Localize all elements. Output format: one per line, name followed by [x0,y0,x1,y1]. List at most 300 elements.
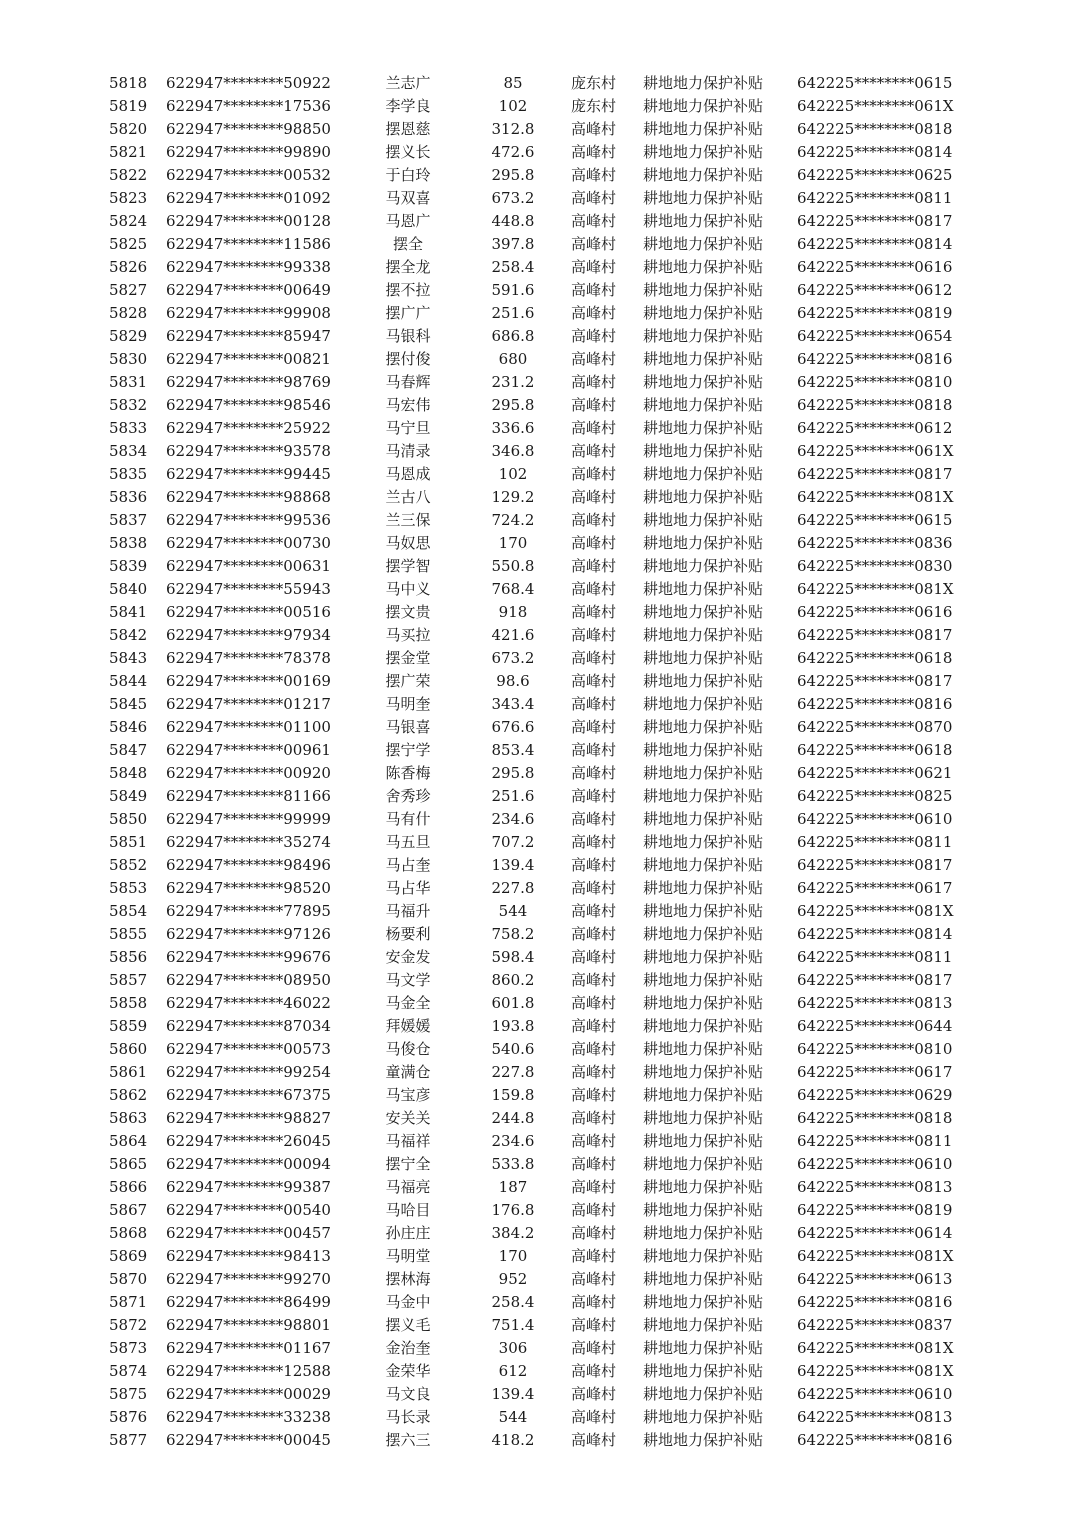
subsidy-type: 耕地地力保护补贴 [643,373,764,391]
table-row [0,1107,1074,1130]
subsidy-type: 耕地地力保护补贴 [643,1132,764,1150]
table-row [0,900,1074,923]
subsidy-amount: 421.6 [491,626,535,644]
id-number: 642225********0612 [797,281,953,299]
village-name: 高峰村 [571,856,617,874]
village-name: 高峰村 [571,373,617,391]
row-number: 5852 [109,856,148,874]
village-name: 高峰村 [571,281,617,299]
table-row [0,1291,1074,1314]
account-number: 622947********35274 [166,833,331,851]
subsidy-type: 耕地地力保护补贴 [643,258,764,276]
subsidy-type: 耕地地力保护补贴 [643,1063,764,1081]
table-row [0,1199,1074,1222]
subsidy-amount: 227.8 [491,879,535,897]
village-name: 高峰村 [571,580,617,598]
subsidy-type: 耕地地力保护补贴 [643,1247,764,1265]
account-number: 622947********25922 [166,419,331,437]
subsidy-type: 耕地地力保护补贴 [643,695,764,713]
table-row [0,693,1074,716]
recipient-name: 马文学 [385,971,431,989]
account-number: 622947********67375 [166,1086,331,1104]
village-name: 高峰村 [571,948,617,966]
table-row [0,992,1074,1015]
subsidy-amount: 102 [498,465,528,483]
subsidy-type: 耕地地力保护补贴 [643,1362,764,1380]
id-number: 642225********0830 [797,557,953,575]
table-row [0,923,1074,946]
subsidy-amount: 98.6 [496,672,530,690]
table-row [0,1130,1074,1153]
subsidy-amount: 707.2 [491,833,535,851]
id-number: 642225********0816 [797,350,953,368]
village-name: 高峰村 [571,235,617,253]
subsidy-type: 耕地地力保护补贴 [643,764,764,782]
subsidy-amount: 176.8 [491,1201,535,1219]
subsidy-type: 耕地地力保护补贴 [643,120,764,138]
table-row [0,1406,1074,1429]
recipient-name: 马哈目 [385,1201,431,1219]
recipient-name: 金治奎 [385,1339,431,1357]
table-row [0,440,1074,463]
subsidy-amount: 384.2 [491,1224,535,1242]
subsidy-type: 耕地地力保护补贴 [643,442,764,460]
account-number: 622947********00169 [166,672,331,690]
village-name: 高峰村 [571,971,617,989]
table-row [0,233,1074,256]
subsidy-amount: 676.6 [491,718,535,736]
recipient-name: 兰古八 [385,488,431,506]
subsidy-type: 耕地地力保护补贴 [643,212,764,230]
recipient-name: 马恩成 [385,465,431,483]
subsidy-type: 耕地地力保护补贴 [643,994,764,1012]
village-name: 高峰村 [571,1247,617,1265]
recipient-name: 马占奎 [385,856,431,874]
subsidy-type: 耕地地力保护补贴 [643,1040,764,1058]
village-name: 高峰村 [571,994,617,1012]
subsidy-amount: 591.6 [491,281,535,299]
subsidy-type: 耕地地力保护补贴 [643,1431,764,1449]
subsidy-amount: 550.8 [491,557,535,575]
row-number: 5845 [109,695,148,713]
subsidy-type: 耕地地力保护补贴 [643,718,764,736]
id-number: 642225********0817 [797,626,953,644]
row-number: 5836 [109,488,148,506]
table-row [0,1245,1074,1268]
table-row [0,1383,1074,1406]
account-number: 622947********00094 [166,1155,331,1173]
account-number: 622947********01092 [166,189,331,207]
subsidy-type: 耕地地力保护补贴 [643,925,764,943]
subsidy-type: 耕地地力保护补贴 [643,465,764,483]
village-name: 高峰村 [571,902,617,920]
row-number: 5823 [109,189,148,207]
subsidy-type: 耕地地力保护补贴 [643,649,764,667]
subsidy-type: 耕地地力保护补贴 [643,189,764,207]
id-number: 642225********0621 [797,764,953,782]
subsidy-amount: 312.8 [491,120,535,138]
row-number: 5861 [109,1063,148,1081]
subsidy-amount: 346.8 [491,442,535,460]
id-number: 642225********0818 [797,396,953,414]
row-number: 5843 [109,649,148,667]
table-row [0,601,1074,624]
table-row [0,670,1074,693]
table-row [0,877,1074,900]
village-name: 高峰村 [571,1040,617,1058]
account-number: 622947********86499 [166,1293,331,1311]
id-number: 642225********0810 [797,373,953,391]
row-number: 5833 [109,419,148,437]
table-row [0,72,1074,95]
recipient-name: 马中义 [385,580,431,598]
village-name: 高峰村 [571,925,617,943]
table-row [0,509,1074,532]
row-number: 5844 [109,672,148,690]
village-name: 高峰村 [571,1431,617,1449]
table-row [0,1176,1074,1199]
account-number: 622947********50922 [166,74,331,92]
subsidy-amount: 85 [503,74,523,92]
id-number: 642225********0818 [797,1109,953,1127]
account-number: 622947********33238 [166,1408,331,1426]
recipient-name: 摆金堂 [385,649,431,667]
account-number: 622947********01217 [166,695,331,713]
village-name: 高峰村 [571,143,617,161]
account-number: 622947********85947 [166,327,331,345]
row-number: 5865 [109,1155,148,1173]
village-name: 庞东村 [571,97,617,115]
recipient-name: 摆全 [392,235,423,253]
id-number: 642225********0617 [797,879,953,897]
id-number: 642225********0814 [797,235,953,253]
account-number: 622947********00649 [166,281,331,299]
village-name: 高峰村 [571,1224,617,1242]
id-number: 642225********0618 [797,741,953,759]
subsidy-type: 耕地地力保护补贴 [643,166,764,184]
table-row [0,348,1074,371]
recipient-name: 马福祥 [385,1132,431,1150]
subsidy-type: 耕地地力保护补贴 [643,1385,764,1403]
village-name: 高峰村 [571,258,617,276]
account-number: 622947********99254 [166,1063,331,1081]
recipient-name: 马买拉 [385,626,431,644]
recipient-name: 马占华 [385,879,431,897]
subsidy-amount: 472.6 [491,143,535,161]
id-number: 642225********0817 [797,971,953,989]
subsidy-type: 耕地地力保护补贴 [643,580,764,598]
table-row [0,1314,1074,1337]
subsidy-type: 耕地地力保护补贴 [643,672,764,690]
subsidy-amount: 918 [498,603,528,621]
village-name: 高峰村 [571,120,617,138]
subsidy-amount: 768.4 [491,580,535,598]
row-number: 5855 [109,925,148,943]
account-number: 622947********26045 [166,1132,331,1150]
row-number: 5872 [109,1316,148,1334]
account-number: 622947********98413 [166,1247,331,1265]
recipient-name: 摆宁全 [385,1155,431,1173]
id-number: 642225********0813 [797,1178,953,1196]
row-number: 5841 [109,603,148,621]
table-row [0,624,1074,647]
id-number: 642225********0654 [797,327,953,345]
id-number: 642225********0644 [797,1017,953,1035]
account-number: 622947********00920 [166,764,331,782]
village-name: 高峰村 [571,764,617,782]
account-number: 622947********55943 [166,580,331,598]
account-number: 622947********00961 [166,741,331,759]
row-number: 5831 [109,373,148,391]
table-row [0,325,1074,348]
account-number: 622947********99999 [166,810,331,828]
subsidy-type: 耕地地力保护补贴 [643,281,764,299]
subsidy-amount: 673.2 [491,189,535,207]
row-number: 5874 [109,1362,148,1380]
account-number: 622947********17536 [166,97,331,115]
id-number: 642225********0615 [797,74,953,92]
subsidy-type: 耕地地力保护补贴 [643,350,764,368]
account-number: 622947********46022 [166,994,331,1012]
recipient-name: 马金中 [385,1293,431,1311]
id-number: 642225********081X [797,1247,954,1265]
id-number: 642225********0610 [797,1155,953,1173]
id-number: 642225********0837 [797,1316,953,1334]
id-number: 642225********0814 [797,143,953,161]
table-row [0,739,1074,762]
recipient-name: 马有什 [385,810,431,828]
recipient-name: 马宁旦 [385,419,431,437]
village-name: 高峰村 [571,718,617,736]
account-number: 622947********99445 [166,465,331,483]
subsidy-type: 耕地地力保护补贴 [643,1293,764,1311]
id-number: 642225********0811 [797,1132,953,1150]
village-name: 高峰村 [571,1063,617,1081]
village-name: 高峰村 [571,1017,617,1035]
village-name: 高峰村 [571,741,617,759]
id-number: 642225********0613 [797,1270,953,1288]
account-number: 622947********98769 [166,373,331,391]
recipient-name: 马文良 [385,1385,431,1403]
subsidy-type: 耕地地力保护补贴 [643,304,764,322]
subsidy-amount: 448.8 [491,212,535,230]
account-number: 622947********11586 [166,235,331,253]
recipient-name: 马五旦 [385,833,431,851]
row-number: 5830 [109,350,148,368]
account-number: 622947********00516 [166,603,331,621]
subsidy-type: 耕地地力保护补贴 [643,1155,764,1173]
village-name: 高峰村 [571,304,617,322]
subsidy-type: 耕地地力保护补贴 [643,1316,764,1334]
recipient-name: 于白玲 [385,166,431,184]
id-number: 642225********0629 [797,1086,953,1104]
village-name: 高峰村 [571,212,617,230]
table-row [0,854,1074,877]
recipient-name: 李学良 [385,97,431,115]
account-number: 622947********99890 [166,143,331,161]
row-number: 5870 [109,1270,148,1288]
subsidy-type: 耕地地力保护补贴 [643,810,764,828]
recipient-name: 马双喜 [385,189,431,207]
table-row [0,762,1074,785]
subsidy-amount: 102 [498,97,528,115]
table-row [0,716,1074,739]
subsidy-type: 耕地地力保护补贴 [643,1086,764,1104]
id-number: 642225********0836 [797,534,953,552]
recipient-name: 陈香梅 [385,764,431,782]
account-number: 622947********98801 [166,1316,331,1334]
row-number: 5834 [109,442,148,460]
subsidy-amount: 751.4 [491,1316,535,1334]
row-number: 5856 [109,948,148,966]
row-number: 5821 [109,143,148,161]
id-number: 642225********0615 [797,511,953,529]
village-name: 高峰村 [571,649,617,667]
table-row [0,808,1074,831]
recipient-name: 摆不拉 [385,281,431,299]
subsidy-table [0,72,1074,1452]
id-number: 642225********081X [797,488,954,506]
recipient-name: 马春辉 [385,373,431,391]
recipient-name: 马银喜 [385,718,431,736]
recipient-name: 马长录 [385,1408,431,1426]
id-number: 642225********0625 [797,166,953,184]
row-number: 5864 [109,1132,148,1150]
subsidy-type: 耕地地力保护补贴 [643,419,764,437]
id-number: 642225********0817 [797,212,953,230]
village-name: 高峰村 [571,396,617,414]
subsidy-type: 耕地地力保护补贴 [643,534,764,552]
village-name: 高峰村 [571,1385,617,1403]
row-number: 5838 [109,534,148,552]
id-number: 642225********0618 [797,649,953,667]
recipient-name: 摆六三 [385,1431,431,1449]
recipient-name: 拜媛媛 [385,1017,431,1035]
village-name: 高峰村 [571,350,617,368]
row-number: 5825 [109,235,148,253]
id-number: 642225********0819 [797,304,953,322]
subsidy-amount: 860.2 [491,971,535,989]
id-number: 642225********0816 [797,695,953,713]
recipient-name: 金荣华 [385,1362,431,1380]
village-name: 高峰村 [571,1201,617,1219]
subsidy-amount: 187 [498,1178,528,1196]
row-number: 5824 [109,212,148,230]
row-number: 5868 [109,1224,148,1242]
subsidy-amount: 397.8 [491,235,535,253]
id-number: 642225********081X [797,1339,954,1357]
subsidy-amount: 686.8 [491,327,535,345]
recipient-name: 舍秀珍 [385,787,431,805]
id-number: 642225********0817 [797,672,953,690]
subsidy-amount: 234.6 [491,1132,535,1150]
recipient-name: 杨要利 [385,925,431,943]
recipient-name: 马明奎 [385,695,431,713]
table-row [0,95,1074,118]
subsidy-type: 耕地地力保护补贴 [643,1201,764,1219]
table-row [0,1360,1074,1383]
id-number: 642225********0610 [797,810,953,828]
village-name: 高峰村 [571,1362,617,1380]
subsidy-amount: 724.2 [491,511,535,529]
account-number: 622947********99387 [166,1178,331,1196]
subsidy-amount: 343.4 [491,695,535,713]
recipient-name: 马福亮 [385,1178,431,1196]
account-number: 622947********00540 [166,1201,331,1219]
subsidy-type: 耕地地力保护补贴 [643,327,764,345]
row-number: 5876 [109,1408,148,1426]
row-number: 5858 [109,994,148,1012]
id-number: 642225********0818 [797,120,953,138]
id-number: 642225********0811 [797,833,953,851]
account-number: 622947********00045 [166,1431,331,1449]
village-name: 高峰村 [571,166,617,184]
recipient-name: 马宏伟 [385,396,431,414]
table-row [0,1084,1074,1107]
subsidy-type: 耕地地力保护补贴 [643,511,764,529]
subsidy-amount: 853.4 [491,741,535,759]
recipient-name: 摆文贵 [385,603,431,621]
row-number: 5832 [109,396,148,414]
subsidy-type: 耕地地力保护补贴 [643,879,764,897]
table-row [0,969,1074,992]
account-number: 622947********01100 [166,718,331,736]
account-number: 622947********98496 [166,856,331,874]
row-number: 5840 [109,580,148,598]
recipient-name: 摆义长 [385,143,431,161]
account-number: 622947********01167 [166,1339,331,1357]
id-number: 642225********0616 [797,258,953,276]
account-number: 622947********98868 [166,488,331,506]
id-number: 642225********061X [797,97,954,115]
village-name: 高峰村 [571,557,617,575]
id-number: 642225********0617 [797,1063,953,1081]
subsidy-amount: 295.8 [491,764,535,782]
recipient-name: 摆林海 [385,1270,431,1288]
table-row [0,1153,1074,1176]
id-number: 642225********0814 [797,925,953,943]
village-name: 高峰村 [571,465,617,483]
row-number: 5859 [109,1017,148,1035]
row-number: 5851 [109,833,148,851]
account-number: 622947********00821 [166,350,331,368]
recipient-name: 马俊仓 [385,1040,431,1058]
subsidy-type: 耕地地力保护补贴 [643,948,764,966]
table-row [0,417,1074,440]
id-number: 642225********081X [797,902,954,920]
subsidy-type: 耕地地力保护补贴 [643,833,764,851]
recipient-name: 马清录 [385,442,431,460]
subsidy-type: 耕地地力保护补贴 [643,488,764,506]
account-number: 622947********00029 [166,1385,331,1403]
recipient-name: 马奴思 [385,534,431,552]
account-number: 622947********00532 [166,166,331,184]
account-number: 622947********77895 [166,902,331,920]
subsidy-amount: 159.8 [491,1086,535,1104]
account-number: 622947********87034 [166,1017,331,1035]
village-name: 高峰村 [571,626,617,644]
recipient-name: 摆付俊 [385,350,431,368]
row-number: 5839 [109,557,148,575]
table-row [0,463,1074,486]
subsidy-type: 耕地地力保护补贴 [643,1270,764,1288]
id-number: 642225********081X [797,1362,954,1380]
account-number: 622947********81166 [166,787,331,805]
recipient-name: 马恩广 [385,212,431,230]
subsidy-type: 耕地地力保护补贴 [643,1224,764,1242]
subsidy-type: 耕地地力保护补贴 [643,1017,764,1035]
row-number: 5842 [109,626,148,644]
